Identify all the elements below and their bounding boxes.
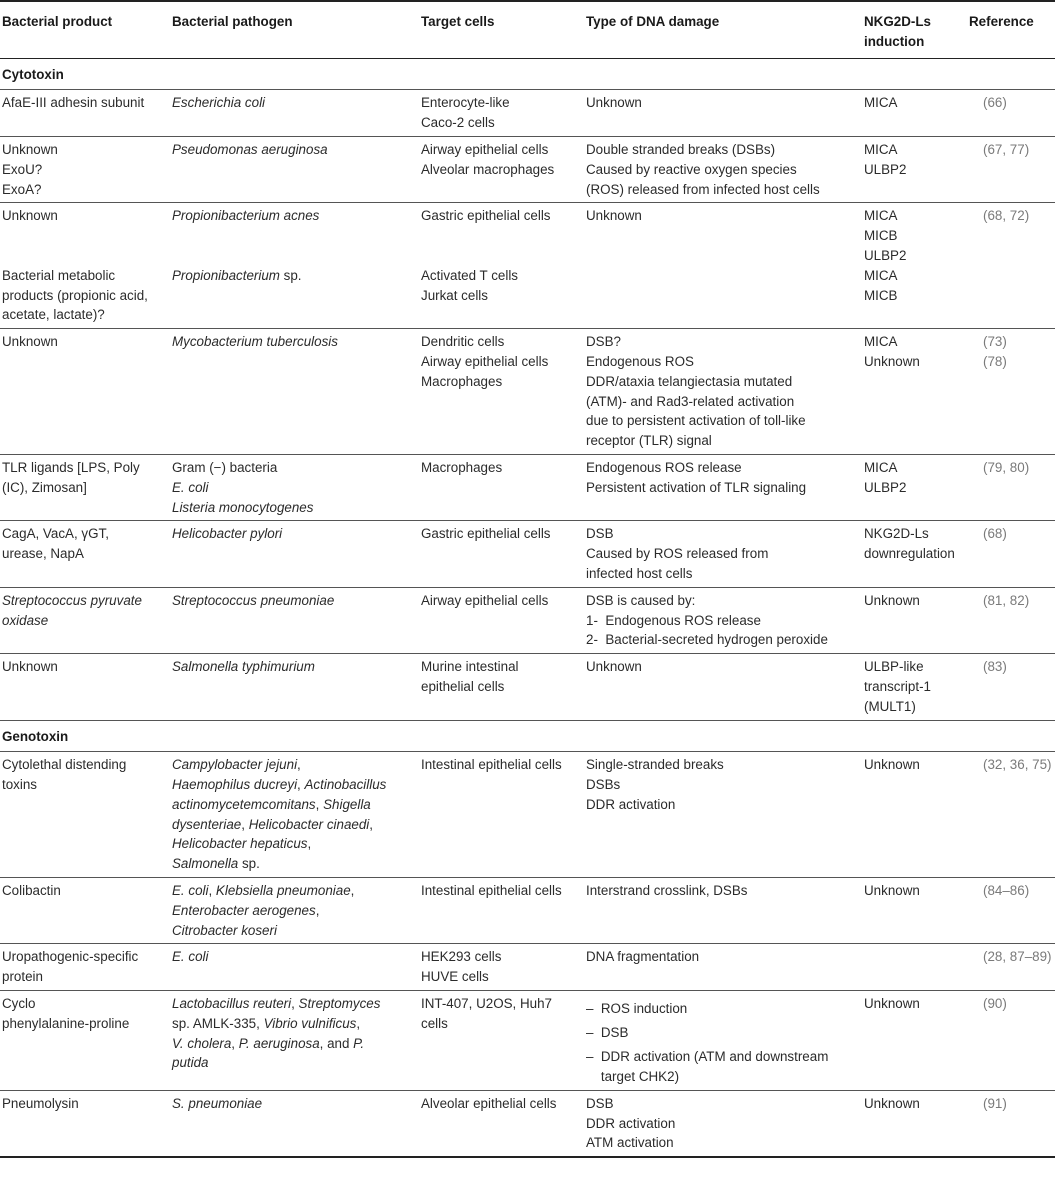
cell-reference	[969, 991, 1055, 1091]
cell-pathogen	[170, 136, 419, 202]
cell-nkg2d	[862, 203, 969, 329]
text-line: CagA, VacA, γGT,	[2, 526, 109, 542]
cell-damage	[584, 752, 862, 878]
cell-targets	[419, 203, 584, 329]
table-row	[0, 878, 1055, 944]
text-line: due to persistent activation of toll-like	[586, 413, 806, 429]
table-row	[0, 203, 1055, 329]
cell-nkg2d	[862, 136, 969, 202]
header-nkg2d-line1: NKG2D-Ls	[864, 14, 931, 29]
header-row	[0, 1, 1055, 58]
cell-product	[0, 454, 170, 520]
header-target-cells: Target cells	[419, 1, 584, 58]
text-line: Airway epithelial cells	[421, 592, 549, 608]
text-line: target CHK2)	[586, 1069, 680, 1085]
text-line: urease, NapA	[2, 546, 84, 562]
text-line: MICA	[864, 95, 898, 111]
text-line: Single-stranded breaks	[586, 757, 724, 773]
cell-pathogen	[170, 203, 419, 329]
text-line: transcript-1	[864, 678, 931, 694]
cell-product	[0, 136, 170, 202]
cell-targets	[419, 587, 584, 653]
reference-link[interactable]: (81, 82)	[983, 592, 1030, 608]
text-line: (ATM)- and Rad3-related activation	[586, 393, 795, 409]
cell-targets	[419, 752, 584, 878]
text-line: DDR activation	[586, 1115, 676, 1131]
reference-link[interactable]: (67, 77)	[983, 141, 1030, 157]
text-line: DSB?	[586, 334, 621, 350]
cell-damage	[584, 1090, 862, 1157]
reference-link[interactable]: (28, 87–89)	[983, 949, 1052, 965]
cell-pathogen	[170, 752, 419, 878]
cell-pathogen	[170, 944, 419, 991]
header-nkg2d-line2: induction	[864, 33, 925, 49]
section-row-cytotoxin	[0, 58, 1055, 90]
separator: ,	[356, 1015, 361, 1031]
cell-reference	[969, 654, 1055, 720]
spacer	[421, 226, 584, 246]
text-line: Unknown	[864, 757, 920, 773]
species-name: Enterobacter aerogenes	[172, 902, 316, 918]
species-name: putida	[172, 1055, 209, 1071]
cell-damage	[584, 878, 862, 944]
cell-product	[0, 329, 170, 455]
cell-damage	[584, 587, 862, 653]
text-line: Enterocyte-like	[421, 95, 510, 111]
cell-damage	[584, 329, 862, 455]
text-line: DSB	[586, 1095, 614, 1111]
text-line: ATM activation	[586, 1135, 674, 1151]
text-line: DSBs	[586, 777, 621, 793]
text-line: receptor (TLR) signal	[586, 433, 712, 449]
cell-damage	[584, 136, 862, 202]
species-name: Campylobacter jejuni	[172, 757, 298, 773]
text-line: protein	[2, 969, 43, 985]
cell-nkg2d	[862, 654, 969, 720]
text-line: Unknown	[586, 95, 642, 111]
text-line: Alveolar epithelial cells	[421, 1095, 557, 1111]
text-line: Caused by ROS released from	[586, 546, 769, 562]
text-line: – DSB	[586, 1025, 629, 1041]
text-line: MICB	[864, 228, 898, 244]
reference-link[interactable]: (79, 80)	[983, 459, 1030, 475]
cell-product	[0, 203, 170, 329]
cell-targets	[419, 878, 584, 944]
text-line: DSB	[586, 526, 614, 542]
cell-nkg2d	[862, 329, 969, 455]
separator: ,	[307, 836, 312, 852]
cell-nkg2d	[862, 1090, 969, 1157]
text-line: oxidase	[2, 612, 49, 628]
cell-product	[0, 587, 170, 653]
text-line: Gastric epithelial cells	[421, 208, 551, 224]
table-row	[0, 991, 1055, 1091]
table-row	[0, 90, 1055, 137]
text-line: Gastric epithelial cells	[421, 526, 551, 542]
cell-targets	[419, 329, 584, 455]
text-line: Bacterial metabolic	[2, 267, 116, 283]
separator: , and	[319, 1035, 354, 1051]
text-line	[172, 1014, 419, 1034]
text-line: Cytolethal distending	[2, 757, 127, 773]
cell-reference	[969, 587, 1055, 653]
text-line: INT-407, U2OS, Huh7	[421, 996, 552, 1012]
text-line: Dendritic cells	[421, 334, 505, 350]
cell-pathogen	[170, 454, 419, 520]
cell-product	[0, 991, 170, 1091]
spacer	[2, 226, 170, 246]
text-line: E. coli	[172, 949, 209, 965]
text-line: Unknown	[2, 141, 58, 157]
cell-targets	[419, 454, 584, 520]
cell-reference	[969, 878, 1055, 944]
species-name: Lactobacillus reuteri	[172, 996, 292, 1012]
pathogen-suffix: sp.	[279, 267, 302, 283]
cell-reference	[969, 521, 1055, 587]
species-name: Streptomyces	[298, 996, 381, 1012]
table-row	[0, 329, 1055, 455]
species-name: actinomycetemcomitans	[172, 796, 316, 812]
spacer	[172, 246, 419, 266]
section-row-genotoxin	[0, 720, 1055, 752]
text-line: Airway epithelial cells	[421, 141, 549, 157]
cell-product	[0, 1090, 170, 1157]
cell-targets	[419, 521, 584, 587]
text-line: Gram (−) bacteria	[172, 459, 278, 475]
species-name: E. coli	[172, 883, 209, 899]
reference-link[interactable]: (73)	[983, 334, 1007, 350]
header-nkg2d	[862, 1, 969, 58]
text-line: Unknown	[864, 996, 920, 1012]
text-line: ULBP2	[864, 161, 907, 177]
text-line: Streptococcus pneumoniae	[172, 592, 335, 608]
text-line: (ROS) released from infected host cells	[586, 181, 820, 197]
table-row	[0, 521, 1055, 587]
cell-targets	[419, 136, 584, 202]
separator: ,	[241, 816, 249, 832]
text-line: ExoU?	[2, 161, 43, 177]
cell-damage	[584, 454, 862, 520]
text-line: Interstrand crosslink, DSBs	[586, 883, 748, 899]
cell-nkg2d	[862, 521, 969, 587]
cell-product	[0, 944, 170, 991]
separator: ,	[291, 996, 299, 1012]
text-line: Propionibacterium acnes	[172, 208, 320, 224]
reference-link[interactable]: (66)	[983, 95, 1007, 111]
cell-nkg2d	[862, 752, 969, 878]
cell-product	[0, 752, 170, 878]
cell-damage	[584, 90, 862, 137]
cell-product	[0, 878, 170, 944]
table-row	[0, 454, 1055, 520]
text-line	[172, 755, 419, 775]
text-line: Mycobacterium tuberculosis	[172, 334, 338, 350]
separator: sp. AMLK-335,	[172, 1015, 264, 1031]
text-line: DSB is caused by:	[586, 592, 696, 608]
text-line: Endogenous ROS release	[586, 459, 742, 475]
text-line: infected host cells	[586, 565, 693, 581]
text-line: ULBP2	[864, 247, 907, 263]
cell-reference	[969, 454, 1055, 520]
header-product: Bacterial product	[0, 1, 170, 58]
cell-targets	[419, 991, 584, 1091]
text-line: AfaE-III adhesin subunit	[2, 95, 145, 111]
text-line: toxins	[2, 777, 37, 793]
cell-reference	[969, 752, 1055, 878]
text-line: Unknown	[864, 1095, 920, 1111]
species-name: Haemophilus ducreyi	[172, 777, 298, 793]
text-line: Alveolar macrophages	[421, 161, 555, 177]
text-line: Colibactin	[2, 883, 61, 899]
species-name: V. cholera	[172, 1035, 232, 1051]
species-name: Shigella	[323, 796, 371, 812]
cell-reference	[969, 136, 1055, 202]
separator: ,	[315, 902, 320, 918]
cell-product	[0, 90, 170, 137]
text-line: Unknown	[864, 592, 920, 608]
text-line: Unknown	[2, 208, 58, 224]
text-line: Unknown	[586, 208, 642, 224]
spacer	[172, 226, 419, 246]
text-line: Listeria monocytogenes	[172, 499, 314, 515]
cell-reference	[969, 329, 1055, 455]
text-line: MICA	[864, 208, 898, 224]
text-line: Caused by reactive oxygen species	[586, 161, 797, 177]
table-row	[0, 752, 1055, 878]
cell-reference	[969, 90, 1055, 137]
cell-product	[0, 654, 170, 720]
text-line: DDR activation	[586, 796, 676, 812]
text-line: Intestinal epithelial cells	[421, 757, 562, 773]
text-line	[172, 815, 419, 835]
species-name: Klebsiella pneumoniae	[215, 883, 351, 899]
reference-link[interactable]: (78)	[983, 353, 1007, 369]
species-name: Actinobacillus	[304, 777, 387, 793]
cell-pathogen	[170, 991, 419, 1091]
text-line: Double stranded breaks (DSBs)	[586, 141, 776, 157]
text-line: (MULT1)	[864, 698, 916, 714]
reference-link[interactable]: (32, 36, 75)	[983, 757, 1052, 773]
cell-damage	[584, 944, 862, 991]
cell-pathogen	[170, 90, 419, 137]
text-line: Pneumolysin	[2, 1095, 79, 1111]
species-name: P. aeruginosa	[238, 1035, 320, 1051]
text-line: MICA	[864, 267, 898, 283]
text-line: products (propionic acid,	[2, 287, 148, 303]
cell-reference	[969, 944, 1055, 991]
reference-link[interactable]: (84–86)	[983, 883, 1030, 899]
text-line: MICA	[864, 459, 898, 475]
text-line: 1- Endogenous ROS release	[586, 612, 761, 628]
cell-pathogen	[170, 878, 419, 944]
text-line: Persistent activation of TLR signaling	[586, 479, 807, 495]
text-line: ULBP-like	[864, 659, 924, 675]
text-line: cells	[421, 1015, 448, 1031]
cell-reference	[969, 203, 1055, 329]
text-line: Pseudomonas aeruginosa	[172, 141, 328, 157]
cell-pathogen	[170, 1090, 419, 1157]
text-line: NKG2D-Ls	[864, 526, 929, 542]
text-line: Unknown	[864, 353, 920, 369]
species-name: Citrobacter koseri	[172, 922, 277, 938]
cell-pathogen	[170, 329, 419, 455]
text-line	[172, 775, 419, 795]
text-line: MICB	[864, 287, 898, 303]
text-line	[172, 266, 419, 286]
table-row	[0, 136, 1055, 202]
cell-targets	[419, 90, 584, 137]
cell-targets	[419, 944, 584, 991]
text-line: DNA fragmentation	[586, 949, 700, 965]
text-line: TLR ligands [LPS, Poly	[2, 459, 140, 475]
text-line: Intestinal epithelial cells	[421, 883, 562, 899]
text-line: MICA	[864, 334, 898, 350]
text-line: Salmonella typhimurium	[172, 659, 315, 675]
header-pathogen: Bacterial pathogen	[170, 1, 419, 58]
text-line: Caco-2 cells	[421, 115, 495, 131]
cell-targets	[419, 654, 584, 720]
text-line	[172, 921, 419, 941]
text-line	[172, 1034, 419, 1054]
species-name: dysenteriae	[172, 816, 242, 832]
table-row	[0, 1090, 1055, 1157]
reference-link[interactable]: (68)	[983, 526, 1007, 542]
separator: ,	[369, 816, 374, 832]
table-row	[0, 654, 1055, 720]
text-line: Escherichia coli	[172, 95, 266, 111]
spacer	[2, 246, 170, 266]
cell-damage	[584, 203, 862, 329]
cell-nkg2d	[862, 991, 969, 1091]
section-title-genotoxin: Genotoxin	[0, 720, 1055, 752]
text-line: – DDR activation (ATM and downstream	[586, 1049, 829, 1065]
cell-damage	[584, 991, 862, 1091]
cell-pathogen	[170, 587, 419, 653]
cell-nkg2d	[862, 878, 969, 944]
text-line: S. pneumoniae	[172, 1095, 263, 1111]
cell-damage	[584, 521, 862, 587]
separator: ,	[208, 883, 216, 899]
reference-link[interactable]: (91)	[983, 1095, 1007, 1111]
species-name: Helicobacter cinaedi	[248, 816, 370, 832]
table-row	[0, 944, 1055, 991]
text-line: ULBP2	[864, 479, 907, 495]
separator: ,	[231, 1035, 239, 1051]
text-line	[172, 1053, 419, 1073]
section-title-cytotoxin: Cytotoxin	[0, 58, 1055, 90]
text-line: – ROS induction	[586, 1001, 688, 1017]
text-line: HUVE cells	[421, 969, 489, 985]
text-line: Murine intestinal	[421, 659, 519, 675]
text-line: HEK293 cells	[421, 949, 502, 965]
text-line: E. coli	[172, 479, 209, 495]
text-line	[172, 795, 419, 815]
text-line: Macrophages	[421, 459, 503, 475]
reference-link[interactable]: (90)	[983, 996, 1007, 1012]
species-name: Salmonella	[172, 856, 239, 872]
separator: sp.	[238, 856, 260, 872]
cell-nkg2d	[862, 90, 969, 137]
separator: ,	[350, 883, 355, 899]
cell-nkg2d	[862, 944, 969, 991]
cell-product	[0, 521, 170, 587]
header-dna-damage: Type of DNA damage	[584, 1, 862, 58]
text-line	[172, 834, 419, 854]
species-name: Helicobacter hepaticus	[172, 836, 308, 852]
text-line: epithelial cells	[421, 678, 505, 694]
text-line: ExoA?	[2, 181, 42, 197]
species-name: P.	[353, 1035, 365, 1051]
table-row	[0, 587, 1055, 653]
cell-targets	[419, 1090, 584, 1157]
text-line: Cyclo	[2, 996, 36, 1012]
species-name: Vibrio vulnificus	[263, 1015, 357, 1031]
separator: ,	[315, 796, 324, 812]
separator: ,	[297, 777, 305, 793]
text-line: (IC), Zimosan]	[2, 479, 87, 495]
text-line: Helicobacter pylori	[172, 526, 283, 542]
text-line	[172, 994, 419, 1014]
header-reference: Reference	[969, 1, 1055, 58]
text-line: Unknown	[2, 659, 58, 675]
reference-link[interactable]: (83)	[983, 659, 1007, 675]
text-line: phenylalanine-proline	[2, 1015, 130, 1031]
cell-nkg2d	[862, 587, 969, 653]
text-line: Macrophages	[421, 373, 503, 389]
pathogen-genus: Propionibacterium	[172, 267, 280, 283]
text-line: Activated T cells	[421, 267, 519, 283]
cell-reference	[969, 1090, 1055, 1157]
text-line: Unknown	[864, 883, 920, 899]
text-line	[172, 901, 419, 921]
reference-link[interactable]: (68, 72)	[983, 208, 1030, 224]
text-line: DDR/ataxia telangiectasia mutated	[586, 373, 793, 389]
text-line: 2- Bacterial-secreted hydrogen peroxide	[586, 632, 828, 648]
cell-pathogen	[170, 654, 419, 720]
text-line: Unknown	[586, 659, 642, 675]
cell-nkg2d	[862, 454, 969, 520]
text-line: Endogenous ROS	[586, 353, 694, 369]
text-line: Jurkat cells	[421, 287, 488, 303]
text-line: acetate, lactate)?	[2, 307, 105, 323]
spacer	[421, 246, 584, 266]
text-line: Streptococcus pyruvate	[2, 592, 142, 608]
text-line: Unknown	[2, 334, 58, 350]
text-line: Airway epithelial cells	[421, 353, 549, 369]
text-line: downregulation	[864, 546, 955, 562]
cell-pathogen	[170, 521, 419, 587]
cell-damage	[584, 654, 862, 720]
text-line: MICA	[864, 141, 898, 157]
text-line	[172, 881, 419, 901]
text-line	[172, 854, 419, 874]
text-line: Uropathogenic-specific	[2, 949, 139, 965]
separator: ,	[297, 757, 301, 773]
